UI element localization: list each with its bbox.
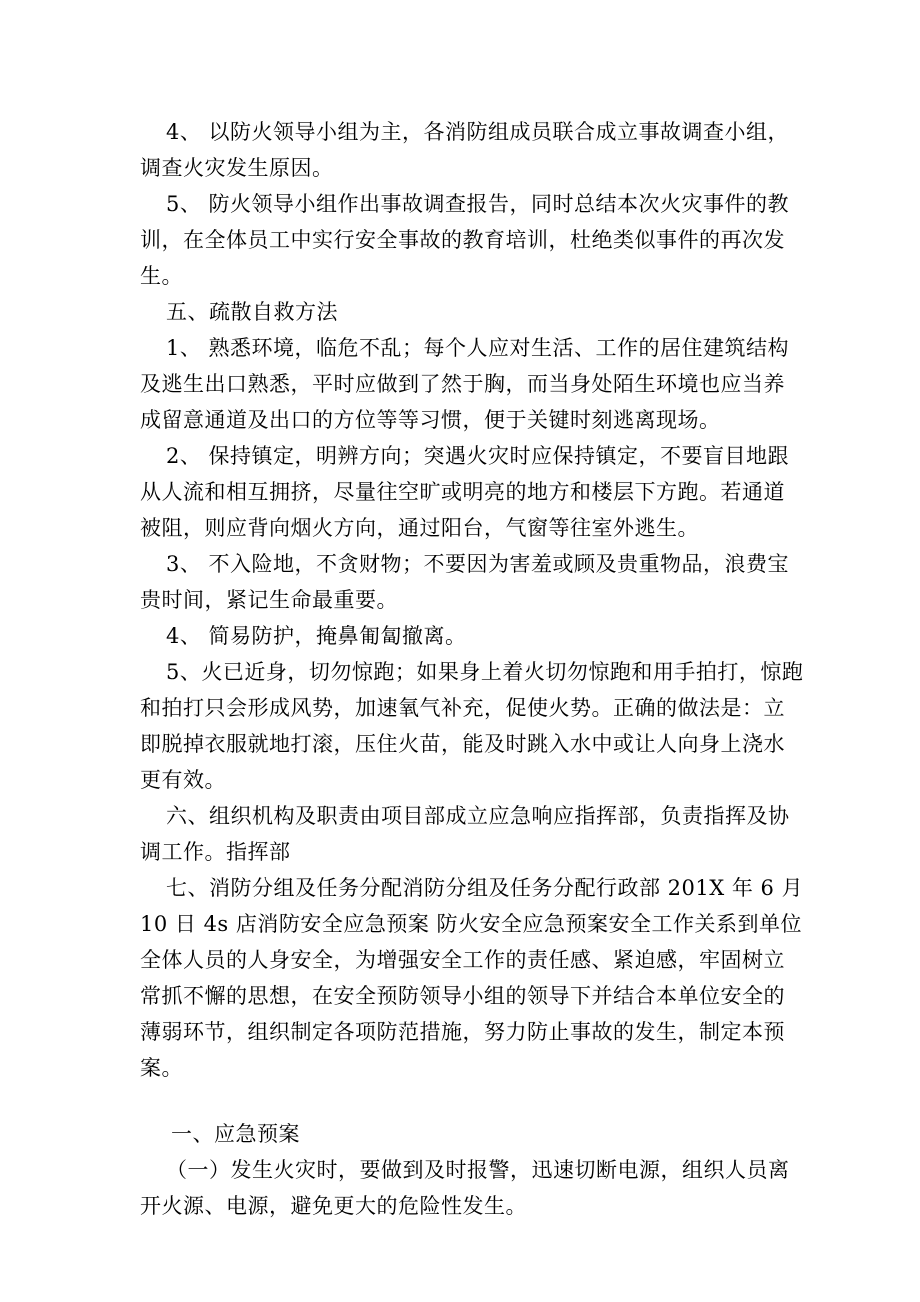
paragraph-section-7: 七、消防分组及任务分配消防分组及任务分配行政部 201X 年 6 月 10 日 4s 店消防安全应急预案 防火安全应急预案安全工作关系到单位全体人员的人身安全，为增强安全工作的责任感、紧迫感，牢固树立常抓不懈的思想，在安全预防领导小组的领导下并结合本单位安全的薄弱环节，组织制定各项防范措施，努力防止事故的发生，制定本预案。: [140, 876, 804, 1080]
paragraph-evac-3: 3、 不入险地，不贪财物；不要因为害羞或顾及贵重物品，浪费宝贵时间，紧记生命最重要。: [140, 552, 790, 612]
document-page: [140, 114, 805, 1224]
paragraph-spacer: [140, 1086, 805, 1116]
paragraph-section-6: 六、组织机构及职责由项目部成立应急响应指挥部，负责指挥及协调工作。指挥部: [140, 804, 790, 864]
section-heading-evacuation: 五、疏散自救方法: [166, 300, 338, 324]
paragraph-item-4-investigation: 4、 以防火领导小组为主，各消防组成员联合成立事故调查小组，调查火灾发生原因。: [140, 120, 790, 180]
paragraph-evac-4: 4、 简易防护，掩鼻匍匐撤离。: [166, 624, 467, 648]
paragraph-evac-1: 1、 熟悉环境，临危不乱；每个人应对生活、工作的居住建筑结构及逃生出口熟悉，平时应做到了然于胸，而当身处陌生环境也应当养成留意通道及出口的方位等等习惯，便于关键时刻逃离现场。: [140, 336, 790, 432]
paragraph-evac-5: 5、火已近身，切勿惊跑；如果身上着火切勿惊跑和用手拍打，惊跑和拍打只会形成风势，加速氧气补充，促使火势。正确的做法是：立即脱掉衣服就地打滚，压住火苗，能及时跳入水中或让人向身上浇水更有效。: [140, 660, 804, 792]
paragraph-emergency-1: （一）发生火灾时，要做到及时报警，迅速切断电源，组织人员离开火源、电源，避免更大的危险性发生。: [140, 1158, 790, 1218]
paragraph-item-5-report: 5、 防火领导小组作出事故调查报告，同时总结本次火灾事件的教训，在全体员工中实行安全事故的教育培训，杜绝类似事件的再次发生。: [140, 192, 790, 288]
section-heading-emergency-plan: 一、应急预案: [171, 1122, 300, 1146]
paragraph-evac-2: 2、 保持镇定，明辨方向；突遇火灾时应保持镇定，不要盲目地跟从人流和相互拥挤，尽量往空旷或明亮的地方和楼层下方跑。若通道被阻，则应背向烟火方向，通过阳台，气窗等往室外逃生。: [140, 444, 790, 540]
